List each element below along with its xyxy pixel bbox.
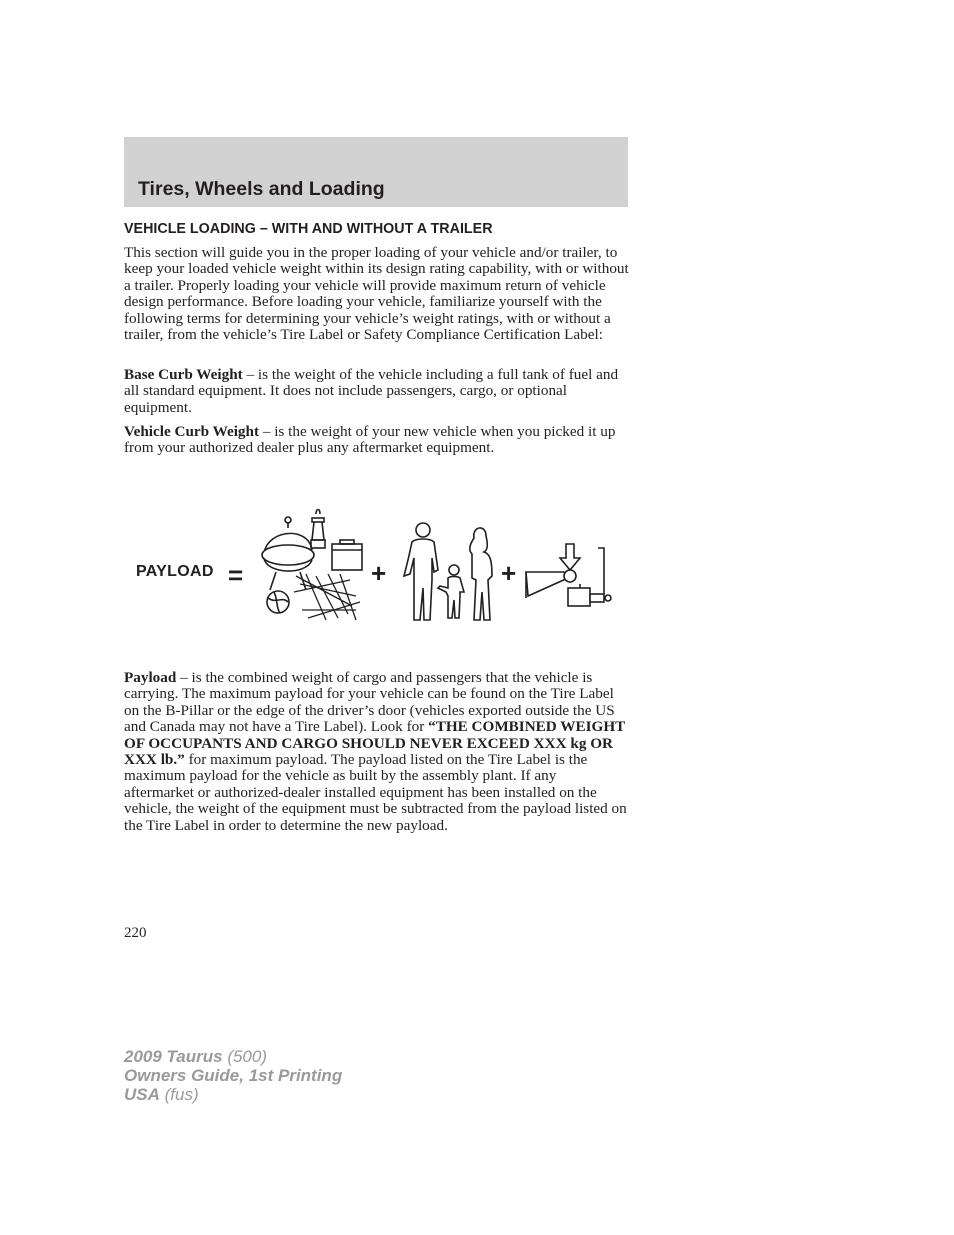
equals-sign: = (228, 560, 244, 590)
plus-sign-1: + (371, 558, 387, 588)
page-number: 220 (124, 925, 147, 941)
vehicle-curb-weight-term: Vehicle Curb Weight (124, 423, 260, 440)
section-heading: VEHICLE LOADING – WITH AND WITHOUT A TRAILER (124, 221, 493, 237)
footer-model-code: (500) (222, 1047, 268, 1066)
chapter-title: Tires, Wheels and Loading (138, 178, 385, 200)
passengers-icon (398, 520, 498, 624)
intro-paragraph: This section will guide you in the proper loading of your vehicle and/or trailer, to keep your loaded vehicle weight within its design rating capability, with or without a trailer. Properly loading your vehicle will provide maximum return of vehicle design performance. Before loading your vehicle, familiarize yourself with the following terms for determining your vehicle’s weight ratings, with or without a trailer, from the vehicle’s Tire Label or Safety Compliance Certification Label: (124, 244, 629, 344)
vehicle-curb-weight-definition: – is the weight of your new vehicle when you picked it up from your authorized dealer plus any aftermarket equipment. (124, 423, 616, 457)
trailer-tongue-load-icon (524, 544, 614, 614)
document-footer (124, 1047, 342, 1104)
footer-region-code: (fus) (159, 1085, 199, 1104)
plus-sign-2: + (501, 558, 517, 588)
chapter-header-band (124, 137, 628, 207)
payload-tire-label-quote: “THE COMBINED WEIGHT OF OCCUPANTS AND CARGO SHOULD NEVER EXCEED XXX kg OR XXX lb.” (124, 718, 626, 769)
payload-term: Payload (124, 669, 177, 686)
payload-illustration (124, 510, 628, 635)
payload-definition-part-2: for maximum payload. The payload listed on the Tire Label is the maximum payload for the vehicle as built by the assembly plant. If any aftermarket or authorized-dealer installed equipment has been installed on the vehicle, the weight of the equipment must be subtracted from the payload listed on the Tire Label in order to determine the new payload. (124, 751, 627, 834)
vehicle-curb-weight-paragraph (124, 424, 630, 457)
footer-model: 2009 Taurus (124, 1047, 223, 1066)
footer-region: USA (124, 1085, 160, 1104)
cargo-gear-icon (256, 510, 368, 625)
payload-paragraph (124, 670, 630, 834)
base-curb-weight-term: Base Curb Weight (124, 366, 243, 383)
base-curb-weight-definition: – is the weight of the vehicle including a full tank of fuel and all standard equipment. It does not include passengers, cargo, or optional equipment. (124, 366, 619, 416)
base-curb-weight-paragraph (124, 367, 630, 416)
payload-definition-part-1: – is the combined weight of cargo and passengers that the vehicle is carrying. The maximum payload for your vehicle can be found on the Tire Label on the B-Pillar or the edge of the driver’s door (vehicles exported outside the US and Canada may not have a Tire Label). Look for (124, 669, 615, 736)
payload-label: PAYLOAD (136, 563, 214, 580)
footer-guide: Owners Guide, 1st Printing (124, 1066, 343, 1085)
